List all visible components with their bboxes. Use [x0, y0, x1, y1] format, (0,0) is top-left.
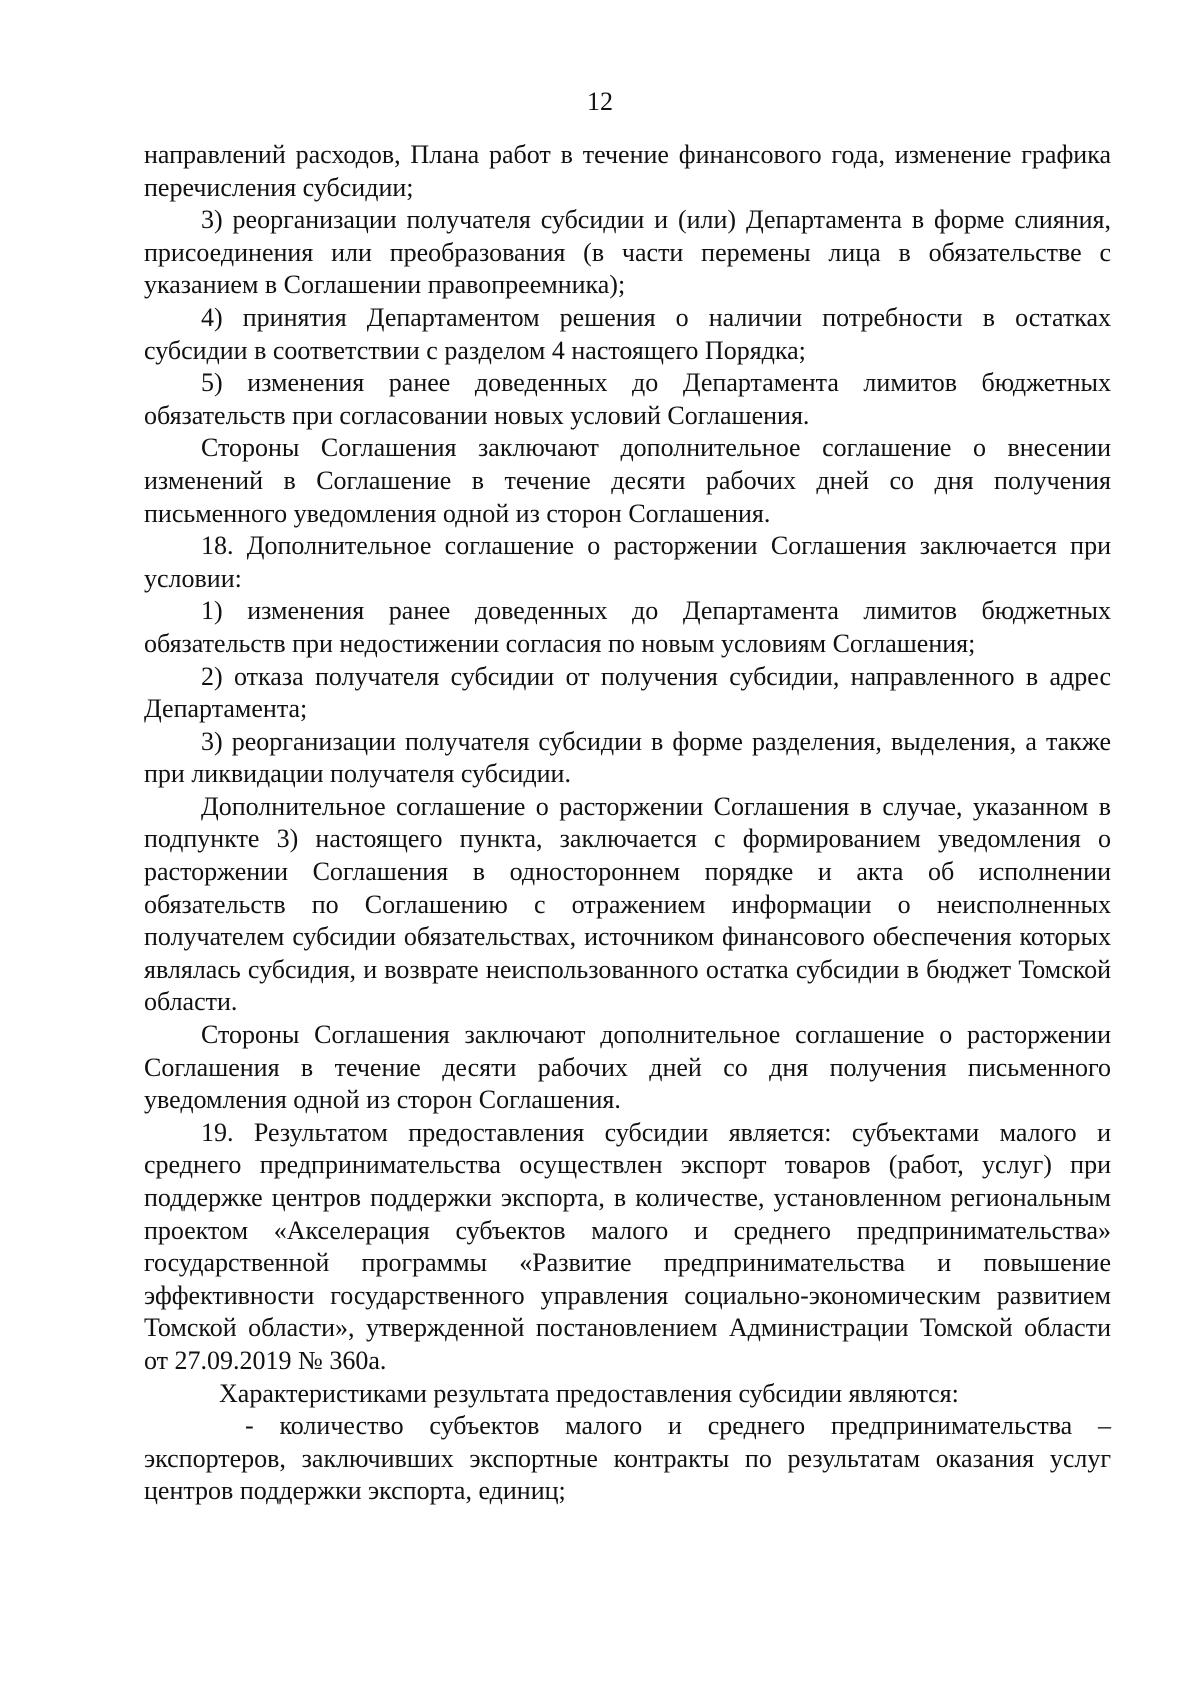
paragraph-result-characteristics: Характеристиками результата предоставления субсидии являются:: [219, 1378, 959, 1408]
paragraph-clause-18-item-3: 3) реорганизации получателя субсидии в форме разделения, выделения, а также при ликвидации получателя субсидии.: [144, 726, 1111, 789]
paragraph-item-3: 3) реорганизации получателя субсидии и (или) Департамента в форме слияния, присоединения или преобразования (в части перемены лица в обязательстве с указанием в Соглашении правопреемника);: [144, 205, 1111, 300]
document-body: [144, 139, 1111, 1508]
paragraph-item-4: 4) принятия Департаментом решения о наличии потребности в остатках субсидии в соответствии с разделом 4 настоящего Порядка;: [144, 302, 1111, 365]
paragraph-termination-details: Дополнительное соглашение о расторжении Соглашения в случае, указанном в подпункте 3) настоящего пункта, заключается с формированием уведомления о расторжении Соглашения в одностороннем порядке и акта об исполнении обязательств по Соглашению с отражением информации о неисполненных получателем субсидии обязательствах, источником финансового обеспечения которых являлась субсидия, и возврате неиспользованного остатка субсидии в бюджет Томской области.: [144, 791, 1111, 1017]
paragraph-parties-amendment: Стороны Соглашения заключают дополнительное соглашение о внесении изменений в Соглашение в течение десяти рабочих дней со дня получения письменного уведомления одной из сторон Соглашения.: [144, 433, 1111, 528]
paragraph-clause-18-item-1: 1) изменения ранее доведенных до Департамента лимитов бюджетных обязательств при недостижении согласия по новым условиям Соглашения;: [144, 596, 1111, 658]
paragraph-clause-19: 19. Результатом предоставления субсидии является: субъектами малого и среднего предпринимательства осуществлен экспорт товаров (работ, услуг) при поддержке центров поддержки экспорта, в количестве, установленном региональным проектом «Акселерация субъектов малого и среднего предпринимательства» государственной программы «Развитие предпринимательства и повышение эффективности государственного управления социально-экономическим развитием Томской области», утвержденной постановлением Администрации Томской области от 27.09.2019 № 360а.: [144, 1117, 1111, 1375]
paragraph-clause-18-item-2: 2) отказа получателя субсидии от получения субсидии, направленного в адрес Департамента;: [144, 661, 1111, 724]
paragraph-clause-18: 18. Дополнительное соглашение о расторжении Соглашения заключается при условии:: [144, 531, 1111, 593]
paragraph-continuation: направлений расходов, Плана работ в течение финансового года, изменение графика перечисления субсидии;: [144, 140, 1111, 202]
paragraph-characteristic-item: - количество субъектов малого и среднего предпринимательства – экспортеров, заключивших экспортные контракты по результатам оказания услуг центров поддержки экспорта, единиц;: [144, 1411, 1111, 1506]
page-number: 12: [587, 87, 613, 116]
paragraph-item-5: 5) изменения ранее доведенных до Департамента лимитов бюджетных обязательств при согласовании новых условий Соглашения.: [144, 368, 1111, 430]
paragraph-parties-termination: Стороны Соглашения заключают дополнительное соглашение о расторжении Соглашения в течение десяти рабочих дней со дня получения письменного уведомления одной из сторон Соглашения.: [144, 1020, 1111, 1115]
